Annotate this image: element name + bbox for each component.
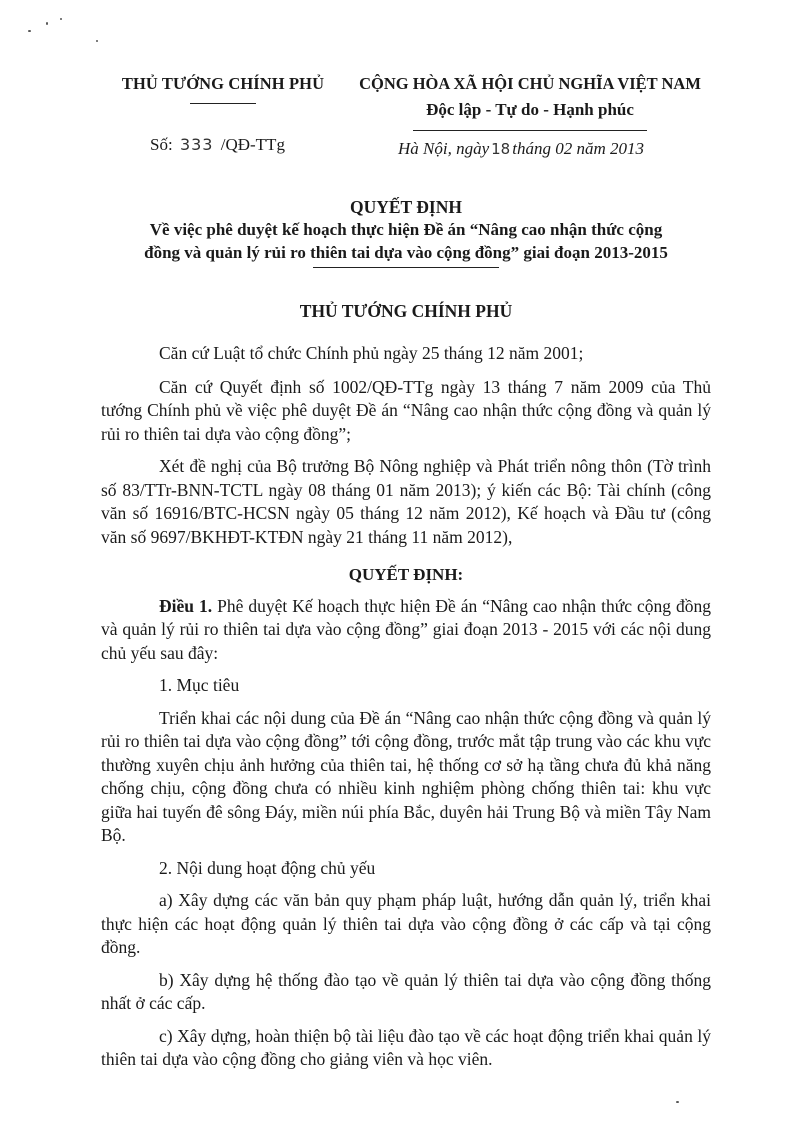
- title-underline: [313, 267, 499, 268]
- article-1-text: Phê duyệt Kế hoạch thực hiện Đề án “Nâng cao nhận thức cộng đồng và quản lý rủi ro thiên tai dựa vào cộng đồng” giai đoạn 2013 - 2015 với các nội dung chủ yếu sau đây:: [101, 595, 712, 663]
- date-day-handwritten: 18: [491, 140, 511, 158]
- article-1-paragraph: [101, 595, 711, 666]
- authority-heading: THỦ TƯỚNG CHÍNH PHỦ: [299, 301, 513, 321]
- scan-speck: [60, 18, 62, 20]
- decide-heading: QUYẾT ĐỊNH:: [348, 565, 464, 584]
- section-heading: 2. Nội dung hoạt động chủ yếu: [159, 857, 376, 878]
- title-subject-line-2: đồng và quản lý rủi ro thiên tai dựa vào cộng đồng” giai đoạn 2013-2015: [144, 243, 668, 262]
- issuer-underline: [190, 103, 256, 104]
- national-motto: Độc lập - Tự do - Hạnh phúc: [426, 100, 634, 119]
- preamble-paragraph: Căn cứ Luật tổ chức Chính phủ ngày 25 tháng 12 năm 2001;: [159, 343, 584, 363]
- document-number: [150, 135, 285, 155]
- article-1-label: Điều 1.: [159, 595, 213, 616]
- doc-no-label: Số:: [150, 135, 173, 154]
- doc-no-handwritten: 333: [179, 135, 214, 154]
- preamble-paragraph: Căn cứ Quyết định số 1002/QĐ-TTg ngày 13 tháng 7 năm 2009 của Thủ tướng Chính phủ về việc phê duyệt Đề án “Nâng cao nhận thức cộng đồng và quản lý rủi ro thiên tai dựa vào cộng đồng”;: [101, 376, 711, 444]
- title-subject-line-1: Về việc phê duyệt kế hoạch thực hiện Đề án “Nâng cao nhận thức cộng: [149, 220, 663, 239]
- scan-speck: [28, 30, 31, 32]
- preamble-paragraph: Xét đề nghị của Bộ trưởng Bộ Nông nghiệp và Phát triển nông thôn (Tờ trình số 83/TTr-BNN-TCTL ngày 08 tháng 01 năm 2013); ý kiến các Bộ: Tài chính (công văn số 16916/BTC-HCSN ngày 05 tháng 12 năm 2012), Kế hoạch và Đầu tư (công văn số 9697/BKHĐT-KTĐN ngày 21 tháng 11 năm 2012),: [101, 456, 711, 547]
- scan-speck: [46, 22, 48, 25]
- decision-title: [100, 197, 712, 268]
- issuer-name: THỦ TƯỚNG CHÍNH PHỦ: [121, 74, 325, 93]
- place-date-suffix: tháng 02 năm 2013: [512, 139, 644, 158]
- place-and-date: [398, 139, 644, 159]
- list-item: a) Xây dựng các văn bản quy phạm pháp luật, hướng dẫn quản lý, triển khai thực hiện các hoạt động quản lý thiên tai dựa vào cộng đồng ở các cấp và tại cộng đồng.: [101, 890, 711, 957]
- document-body: [101, 342, 711, 1072]
- section-heading: 1. Mục tiêu: [159, 675, 240, 695]
- scan-speck: [676, 1101, 679, 1103]
- place-date-prefix: Hà Nội, ngày: [398, 139, 490, 158]
- doc-no-suffix: /QĐ-TTg: [220, 135, 285, 154]
- issuer-block: [98, 74, 348, 104]
- list-item: b) Xây dựng hệ thống đào tạo về quản lý thiên tai dựa vào cộng đồng thống nhất ở các cấp.: [101, 969, 711, 1013]
- scan-speck: [96, 40, 98, 42]
- national-emblem-text: [350, 74, 710, 131]
- list-item: c) Xây dựng, hoàn thiện bộ tài liệu đào tạo về các hoạt động triển khai quản lý thiên tai dựa vào cộng đồng cho giảng viên và học viên.: [101, 1025, 711, 1069]
- title-heading: QUYẾT ĐỊNH: [350, 197, 462, 217]
- nation-name: CỘNG HÒA XÃ HỘI CHỦ NGHĨA VIỆT NAM: [359, 74, 701, 93]
- motto-underline: [413, 130, 647, 131]
- section-paragraph: Triển khai các nội dung của Đề án “Nâng cao nhận thức cộng đồng và quản lý rủi ro thiên tai dựa vào cộng đồng” tới cộng đồng, trước mắt tập trung vào các khu vực thường xuyên chịu ảnh hưởng của thiên tai, hệ thống cơ sở hạ tầng chưa đủ khả năng chống chịu, cộng đồng chưa có nhiều kinh nghiệm phòng chống thiên tai: khu vực giữa hai tuyến đê sông Đáy, miền núi phía Bắc, duyên hải Trung Bộ và miền Tây Nam Bộ.: [101, 707, 711, 845]
